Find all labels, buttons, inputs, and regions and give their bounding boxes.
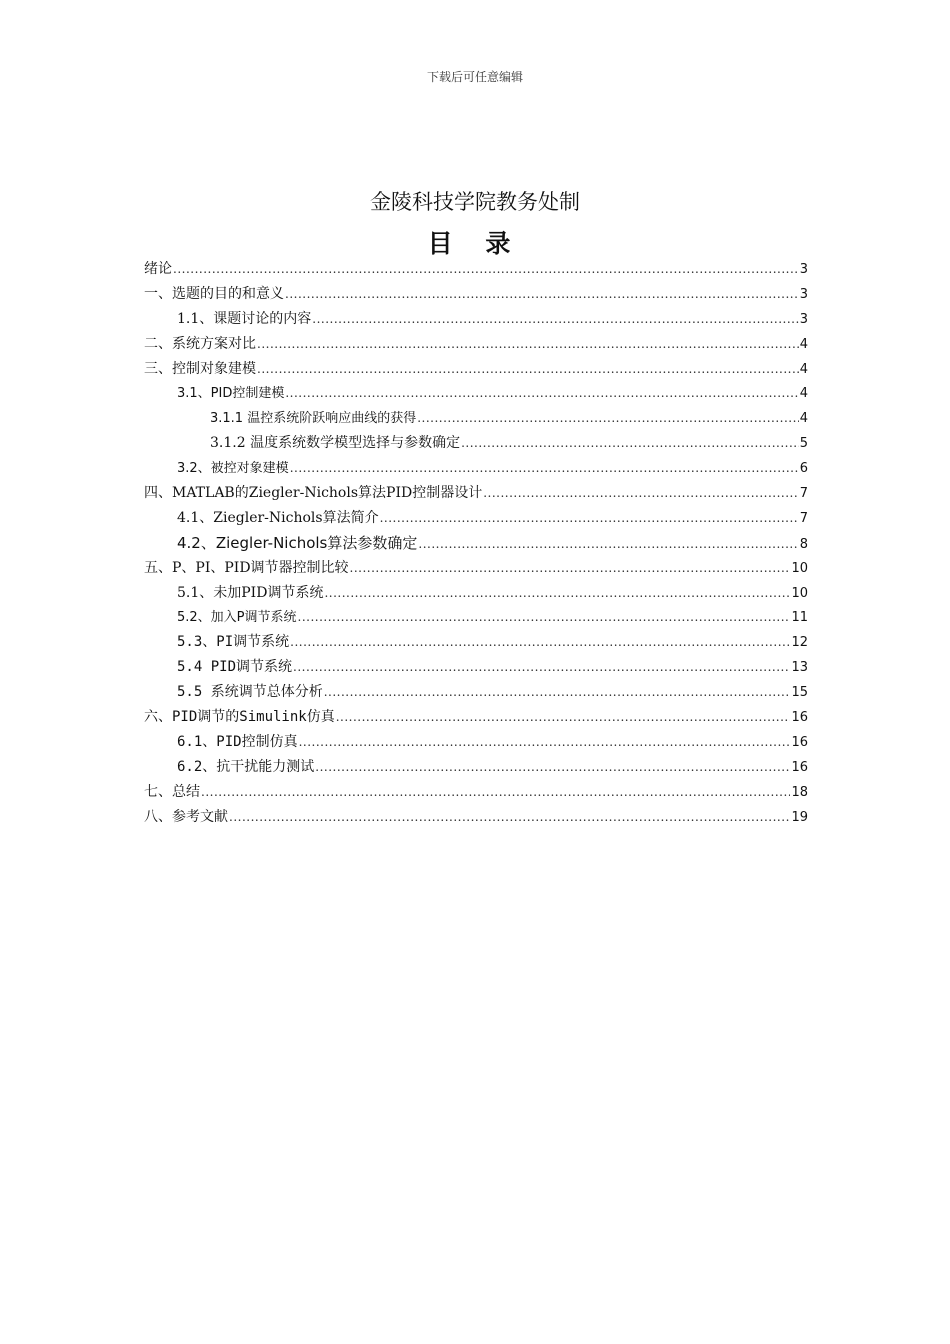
toc-entry-page: 4 <box>799 336 808 352</box>
toc-entry[interactable] <box>144 381 808 406</box>
toc-entry-page: 6 <box>799 461 808 477</box>
toc-entry[interactable] <box>144 481 808 506</box>
toc-entry[interactable] <box>144 357 808 382</box>
toc-entry[interactable] <box>144 705 808 730</box>
toc-entry-page: 10 <box>791 585 808 601</box>
toc-entry[interactable] <box>144 680 808 705</box>
toc-entry[interactable] <box>144 780 808 805</box>
school-title: 金陵科技学院教务处制 <box>370 190 580 214</box>
toc-entry-label: 6.2、抗干扰能力测试 <box>177 758 315 775</box>
toc-leader-dots <box>299 730 791 755</box>
toc-entry[interactable] <box>144 655 808 680</box>
toc-entry[interactable] <box>144 431 808 456</box>
toc-entry[interactable] <box>144 257 808 282</box>
toc-entry-label: 五、P、PI、PID调节器控制比较 <box>144 559 349 576</box>
toc-entry[interactable] <box>144 730 808 755</box>
toc-leader-dots <box>324 581 790 606</box>
toc-entry-label: 5.4 PID调节系统 <box>177 659 293 676</box>
toc-leader-dots <box>483 481 799 506</box>
toc-leader-dots <box>324 680 791 705</box>
toc-entry-label: 5.2、加入P调节系统 <box>177 610 297 626</box>
toc-entry[interactable] <box>144 282 808 307</box>
toc-entry-page: 4 <box>799 386 808 402</box>
toc-entry-label: 6.1、PID控制仿真 <box>177 733 298 750</box>
toc-leader-dots <box>312 307 798 332</box>
toc-entry-page: 3 <box>799 311 808 327</box>
toc-leader-dots <box>418 532 798 557</box>
toc-leader-dots <box>315 755 790 780</box>
toc-title: 目 录 <box>427 229 523 258</box>
toc-entry-page: 7 <box>799 486 808 502</box>
table-of-contents <box>144 257 808 829</box>
toc-entry-label: 绪论 <box>144 261 172 277</box>
toc-leader-dots <box>290 630 790 655</box>
toc-entry-page: 8 <box>799 536 808 552</box>
toc-entry-page: 10 <box>791 560 808 576</box>
toc-entry-label: 4.1、Ziegler-Nichols算法简介 <box>177 509 379 526</box>
toc-leader-dots <box>285 282 799 307</box>
toc-leader-dots <box>336 705 791 730</box>
toc-leader-dots <box>290 456 799 481</box>
toc-entry-label: 3.1.1 温控系统阶跃响应曲线的获得 <box>210 411 417 427</box>
toc-entry-label: 七、总结 <box>144 783 200 800</box>
toc-entry[interactable] <box>144 307 808 332</box>
toc-leader-dots <box>380 506 799 531</box>
toc-leader-dots <box>201 780 790 805</box>
toc-entry-page: 15 <box>791 685 808 701</box>
toc-leader-dots <box>173 257 799 282</box>
toc-entry[interactable] <box>144 755 808 780</box>
toc-entry[interactable] <box>144 332 808 357</box>
toc-entry-page: 3 <box>799 286 808 302</box>
toc-entry-label: 3.2、被控对象建模 <box>177 461 289 477</box>
toc-entry-label: 5.5 系统调节总体分析 <box>177 684 323 701</box>
toc-entry-page: 18 <box>791 784 808 800</box>
toc-entry[interactable] <box>144 630 808 655</box>
toc-entry-page: 4 <box>799 361 808 377</box>
toc-entry-label: 一、选题的目的和意义 <box>144 285 284 302</box>
toc-entry[interactable] <box>144 456 808 481</box>
toc-entry-label: 3.1、PID控制建模 <box>177 386 285 402</box>
toc-leader-dots <box>461 431 799 456</box>
toc-entry-label: 四、MATLAB的Ziegler-Nichols算法PID控制器设计 <box>144 485 483 502</box>
toc-leader-dots <box>350 556 791 581</box>
toc-leader-dots <box>417 406 799 431</box>
toc-leader-dots <box>285 381 798 406</box>
toc-entry[interactable] <box>144 605 808 630</box>
toc-entry[interactable] <box>144 581 808 606</box>
toc-entry-label: 1.1、课题讨论的内容 <box>177 310 312 327</box>
toc-leader-dots <box>257 357 799 382</box>
toc-entry-page: 4 <box>799 411 808 427</box>
page-header-note: 下载后可任意编辑 <box>426 70 523 84</box>
toc-entry[interactable] <box>144 805 808 830</box>
toc-entry-label: 八、参考文献 <box>144 808 228 825</box>
toc-leader-dots <box>257 332 799 357</box>
toc-entry[interactable] <box>144 406 808 431</box>
toc-leader-dots <box>229 805 790 830</box>
toc-entry[interactable] <box>144 506 808 531</box>
toc-entry[interactable] <box>144 556 808 581</box>
toc-entry-label: 三、控制对象建模 <box>144 360 256 377</box>
toc-entry-page: 13 <box>791 660 808 676</box>
toc-entry-page: 16 <box>791 734 808 750</box>
toc-entry-label: 4.2、Ziegler-Nichols算法参数确定 <box>177 533 418 552</box>
toc-leader-dots <box>293 655 790 680</box>
toc-entry-page: 5 <box>799 436 808 452</box>
toc-entry-page: 16 <box>791 759 808 775</box>
toc-entry-page: 16 <box>791 710 808 726</box>
toc-entry-page: 12 <box>791 635 808 651</box>
toc-entry-page: 7 <box>799 510 808 526</box>
toc-entry-label: 二、系统方案对比 <box>144 335 256 352</box>
toc-leader-dots <box>298 605 791 630</box>
toc-entry-page: 11 <box>791 610 808 626</box>
toc-entry[interactable] <box>144 531 808 556</box>
toc-entry-label: 六、PID调节的Simulink仿真 <box>144 709 335 726</box>
toc-entry-page: 3 <box>799 262 808 277</box>
toc-entry-label: 3.1.2 温度系统数学模型选择与参数确定 <box>210 435 461 452</box>
toc-entry-page: 19 <box>791 809 808 825</box>
toc-entry-label: 5.3、PI调节系统 <box>177 634 290 651</box>
toc-entry-label: 5.1、未加PID调节系统 <box>177 584 324 601</box>
